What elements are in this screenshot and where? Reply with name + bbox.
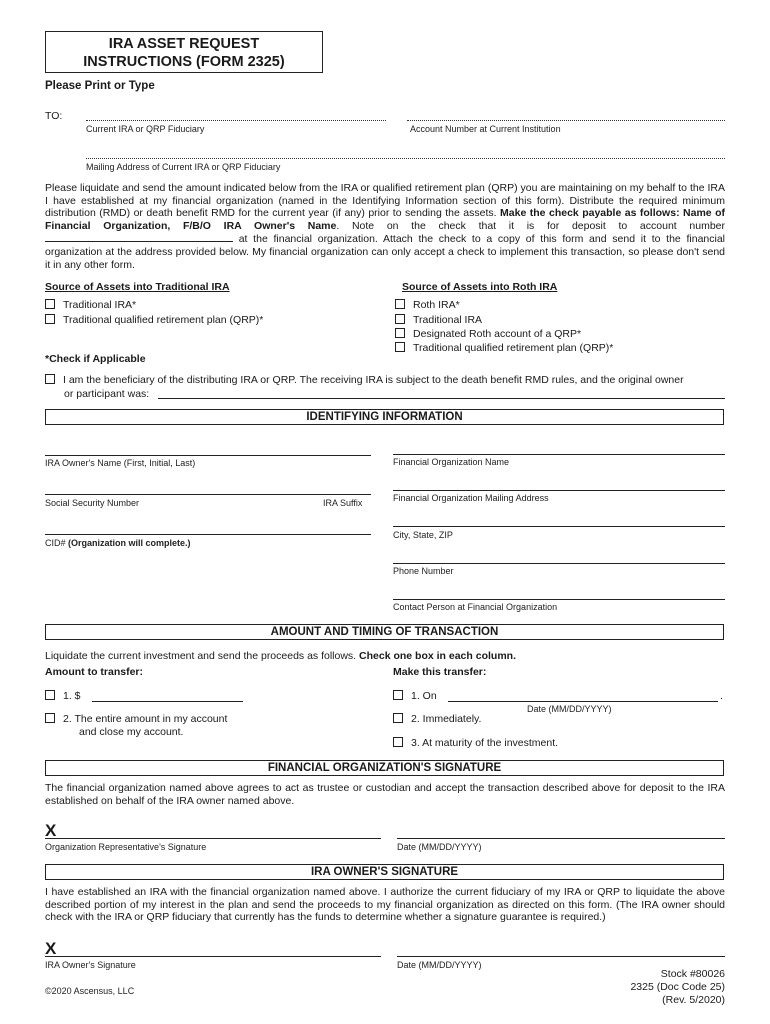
account-number-field[interactable] [407,120,725,121]
owner-sig-heading: IRA OWNER'S SIGNATURE [45,864,724,880]
instructions-paragraph [45,182,725,271]
checkbox[interactable] [45,374,55,384]
beneficiary-line2: or participant was: [64,388,150,400]
fiduciary-field[interactable] [86,120,386,121]
revision: (Rev. 5/2020) [662,994,725,1006]
roth-sources-heading: Source of Assets into Roth IRA [402,281,558,293]
transfer-option-2-label: 2. Immediately. [411,713,482,725]
owner-sig-label: IRA Owner's Signature [45,960,136,970]
to-label: TO: [45,110,63,122]
fin-sig-field[interactable] [45,838,381,839]
amount-intro [45,650,516,662]
fin-sig-date-field[interactable] [397,838,725,839]
mailing-address-label: Mailing Address of Current IRA or QRP Fiduciary [86,162,281,172]
fin-org-address-field[interactable] [393,490,725,491]
check-if-applicable: *Check if Applicable [45,353,146,365]
doc-code: 2325 (Doc Code 25) [630,981,725,993]
original-owner-field[interactable] [158,398,725,399]
cid-field[interactable] [45,534,371,535]
cid-text: CID# [45,538,66,548]
source-label: Traditional IRA [413,314,483,326]
ira-suffix-label: IRA Suffix [323,498,363,508]
amount-option-2-label: 2. The entire amount in my account [63,713,228,725]
contact-label: Contact Person at Financial Organization [393,602,558,612]
amount-intro-bold: Check one box in each column. [359,650,516,662]
ssn-label: Social Security Number [45,498,140,508]
transfer-date-field[interactable] [448,701,718,702]
source-traditional-ira[interactable] [45,299,136,311]
checkbox[interactable] [395,299,405,309]
contact-field[interactable] [393,599,725,600]
transfer-date-period: . [720,690,723,702]
cid-label [45,538,191,548]
deposit-account-field[interactable] [45,232,233,242]
source-label: Traditional qualified retirement plan (QRP)* [413,342,614,354]
form-title [45,31,323,73]
owner-sig-field[interactable] [45,956,381,957]
owner-name-label: IRA Owner's Name (First, Initial, Last) [45,458,196,468]
account-number-label: Account Number at Current Institution [410,124,561,134]
amount-option-2-line2: and close my account. [79,726,184,738]
transfer-option-3[interactable] [393,737,558,749]
amount-dollar-field[interactable] [92,701,243,702]
fin-sig-label: Organization Representative's Signature [45,842,207,852]
form-title-line2: INSTRUCTIONS (FORM 2325) [83,54,285,70]
source-roth-traditional-qrp[interactable] [395,342,613,354]
fin-org-address-label: Financial Organization Mailing Address [393,493,549,503]
transfer-date-label: Date (MM/DD/YYYY) [527,704,612,714]
owner-sig-x: X [45,939,57,958]
fin-sig-x: X [45,821,57,840]
checkbox[interactable] [393,713,403,723]
checkbox[interactable] [395,342,405,352]
source-label: Roth IRA* [413,299,460,311]
checkbox[interactable] [395,328,405,338]
amount-option-1-label: 1. $ [63,690,81,702]
transfer-option-1[interactable] [393,690,437,702]
instructions-part2: . Note on the check that it is for deposit to account number [336,219,725,232]
instructions-part3: at the financial organization. Attach the check to a copy of this form and send it to the financial organization at the address provided below. My financial organization can only accept a check to implement this transaction, so please don't send it in any other form. [45,233,725,271]
checkbox[interactable] [45,713,55,723]
stock-number: Stock #80026 [660,968,725,980]
checkbox[interactable] [395,314,405,324]
transfer-option-3-label: 3. At maturity of the investment. [411,737,559,749]
amount-timing-heading: AMOUNT AND TIMING OF TRANSACTION [45,624,724,640]
copyright: ©2020 Ascensus, LLC [45,986,135,996]
checkbox[interactable] [393,690,403,700]
source-designated-roth[interactable] [395,328,581,340]
amount-heading: Amount to transfer: [45,666,143,678]
fin-org-name-label: Financial Organization Name [393,457,510,467]
amount-intro-text: Liquidate the current investment and send the proceeds as follows. [45,650,357,662]
owner-sig-date-field[interactable] [397,956,725,957]
source-label: Traditional qualified retirement plan (QRP)* [63,314,264,326]
checkbox[interactable] [45,299,55,309]
traditional-sources-heading: Source of Assets into Traditional IRA [45,281,230,293]
fin-sig-text: The financial organization named above agrees to act as trustee or custodian and accept the transaction described above for deposit to the IRA established on behalf of the IRA owner named above. [45,782,725,807]
source-roth-ira[interactable] [395,299,460,311]
cid-note: (Organization will complete.) [68,538,191,548]
transfer-option-2[interactable] [393,713,481,725]
amount-option-1[interactable] [45,690,81,702]
source-traditional-qrp[interactable] [45,314,263,326]
instructions-bold: Make the check payable as follows: Name of Financial Organization, F/B/O IRA Owner's Name [45,207,725,232]
transfer-option-1-label: 1. On [411,690,437,702]
beneficiary-text: I am the beneficiary of the distributing IRA or QRP. The receiving IRA is subject to the death benefit RMD rules, and the original owner [63,374,684,386]
owner-name-field[interactable] [45,455,371,456]
form-title-line1: IRA ASSET REQUEST [108,36,260,52]
city-state-zip-label: City, State, ZIP [393,530,453,540]
checkbox[interactable] [45,314,55,324]
beneficiary-row[interactable] [45,374,684,386]
ssn-field[interactable] [45,494,371,495]
transfer-heading: Make this transfer: [393,666,487,678]
mailing-address-field[interactable] [86,158,725,159]
amount-option-2[interactable] [45,713,227,725]
owner-sig-date-label: Date (MM/DD/YYYY) [397,960,482,970]
owner-sig-text: I have established an IRA with the financial organization named above. I authorize the current fiduciary of my IRA or QRP to liquidate the above described portion of my interest in the plan and send the proceeds to my financial organization as directed on this form. (The IRA owner should check with the IRA or QRP fiduciary that currently has the funds to determine whether a signature guarantee is required.) [45,886,725,924]
city-state-zip-field[interactable] [393,526,725,527]
please-print-label: Please Print or Type [45,80,155,92]
checkbox[interactable] [45,690,55,700]
source-label: Designated Roth account of a QRP* [413,328,582,340]
fiduciary-label: Current IRA or QRP Fiduciary [86,124,205,134]
footer-codes [560,968,725,1007]
instructions-part1: Please liquidate and send the amount indicated below from the IRA or qualified retirement plan (QRP) you are maintaining on my behalf to the IRA I have established at my financial organization (named in the Identifying Information section of this form). Distribute the required minimum distribution (RMD) or death benefit RMD for the current year (if any) prior to sending the assets. [45,182,725,220]
checkbox[interactable] [393,737,403,747]
fin-org-name-field[interactable] [393,454,725,455]
phone-field[interactable] [393,563,725,564]
source-roth-traditional-ira[interactable] [395,314,482,326]
fin-sig-date-label: Date (MM/DD/YYYY) [397,842,482,852]
fin-sig-heading: FINANCIAL ORGANIZATION'S SIGNATURE [45,760,724,776]
identifying-heading: IDENTIFYING INFORMATION [45,409,724,425]
source-label: Traditional IRA* [63,299,137,311]
phone-label: Phone Number [393,566,454,576]
